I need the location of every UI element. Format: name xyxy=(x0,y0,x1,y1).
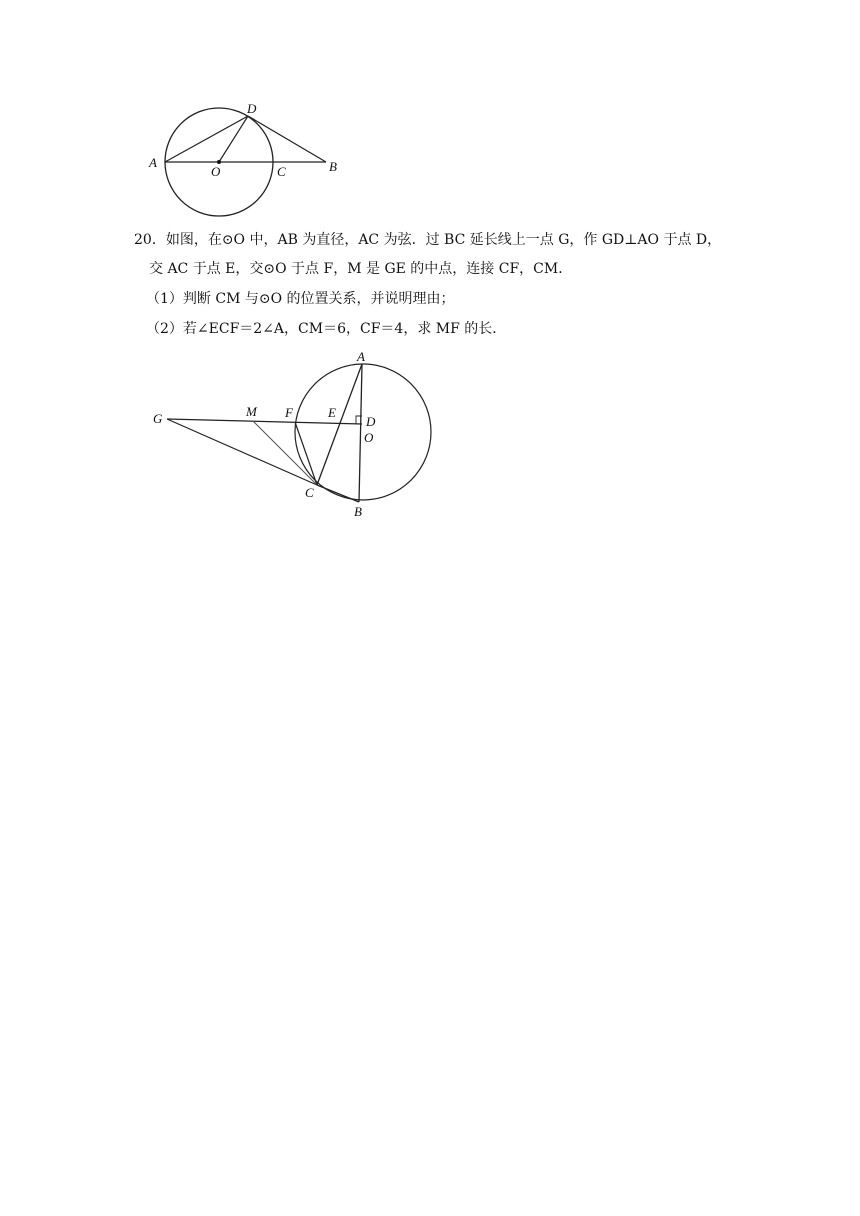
label-c: C xyxy=(305,485,314,500)
segment-db xyxy=(248,116,326,162)
chord-ac xyxy=(317,364,362,485)
diameter-ab xyxy=(359,364,362,502)
figure-1 xyxy=(140,100,360,225)
label-c: C xyxy=(277,164,286,179)
question-2: （2）若∠ECF＝2∠A，CM＝6，CF＝4，求 MF 的长． xyxy=(146,321,507,337)
label-o: O xyxy=(211,164,221,179)
label-g: G xyxy=(153,411,163,426)
label-f: F xyxy=(285,405,293,420)
label-o: O xyxy=(364,430,374,445)
label-d: D xyxy=(366,414,376,429)
segment-cm xyxy=(253,421,317,485)
segment-od xyxy=(219,116,248,162)
label-m: M xyxy=(246,404,257,419)
label-b: B xyxy=(354,504,362,519)
segment-ad xyxy=(165,116,248,162)
question-1: （1）判断 CM 与⊙O 的位置关系，并说明理由； xyxy=(146,291,455,307)
figure-2 xyxy=(140,345,450,525)
label-a: A xyxy=(357,349,365,364)
label-d: D xyxy=(247,101,257,116)
figure-2-diagram xyxy=(140,345,450,525)
chord-bc xyxy=(317,485,359,502)
label-a: A xyxy=(149,155,157,170)
label-e: E xyxy=(328,405,336,420)
problem-20-line-1: 20．如图，在⊙O 中，AB 为直径，AC 为弦．过 BC 延长线上一点 G，作 GD⊥AO 于点 D， xyxy=(134,232,722,248)
problem-20-line-2: 交 AC 于点 E，交⊙O 于点 F，M 是 GE 的中点，连接 CF，CM． xyxy=(149,261,573,277)
figure-1-diagram xyxy=(140,100,360,225)
label-b: B xyxy=(329,159,337,174)
